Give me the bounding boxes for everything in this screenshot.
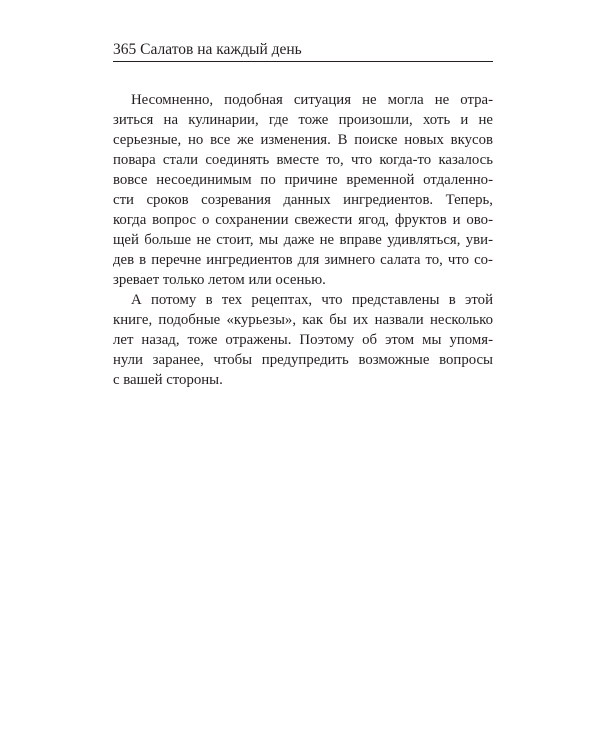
text-line: повара стали соединять вместе то, что когда-то казалось — [113, 152, 493, 168]
text-line: дев в перечне ингредиентов для зимнего салата то, что со- — [113, 252, 493, 268]
text-line: с вашей стороны. — [113, 372, 223, 388]
text-line: зревает только летом или осенью. — [113, 272, 326, 288]
body-text — [113, 90, 493, 390]
text-line: когда вопрос о сохранении свежести ягод, фруктов и ово- — [113, 212, 493, 228]
text-line: Несомненно, подобная ситуация не могла не отра- — [131, 92, 493, 108]
text-line: вовсе несоединимым по причине временной отдаленно- — [113, 172, 493, 188]
running-title: 365 Салатов на каждый день — [113, 41, 302, 58]
header-rule — [113, 61, 493, 62]
text-line: лет назад, тоже отражены. Поэтому об этом мы упомя- — [113, 332, 493, 348]
text-line: серьезные, но все же изменения. В поиске новых вкусов — [113, 132, 493, 148]
text-line: сти сроков созревания данных ингредиентов. Теперь, — [113, 192, 493, 208]
text-line: А потому в тех рецептах, что представлены в этой — [131, 292, 493, 308]
text-line: зиться на кулинарии, где тоже произошли, хоть и не — [113, 112, 493, 128]
text-line: нули заранее, чтобы предупредить возможные вопросы — [113, 352, 493, 368]
text-line: книге, подобные «курьезы», как бы их назвали несколько — [113, 312, 493, 328]
text-line: щей больше не стоит, мы даже не вправе удивляться, уви- — [113, 232, 493, 248]
running-header — [113, 40, 493, 62]
paragraph — [113, 290, 493, 390]
paragraph — [113, 90, 493, 290]
